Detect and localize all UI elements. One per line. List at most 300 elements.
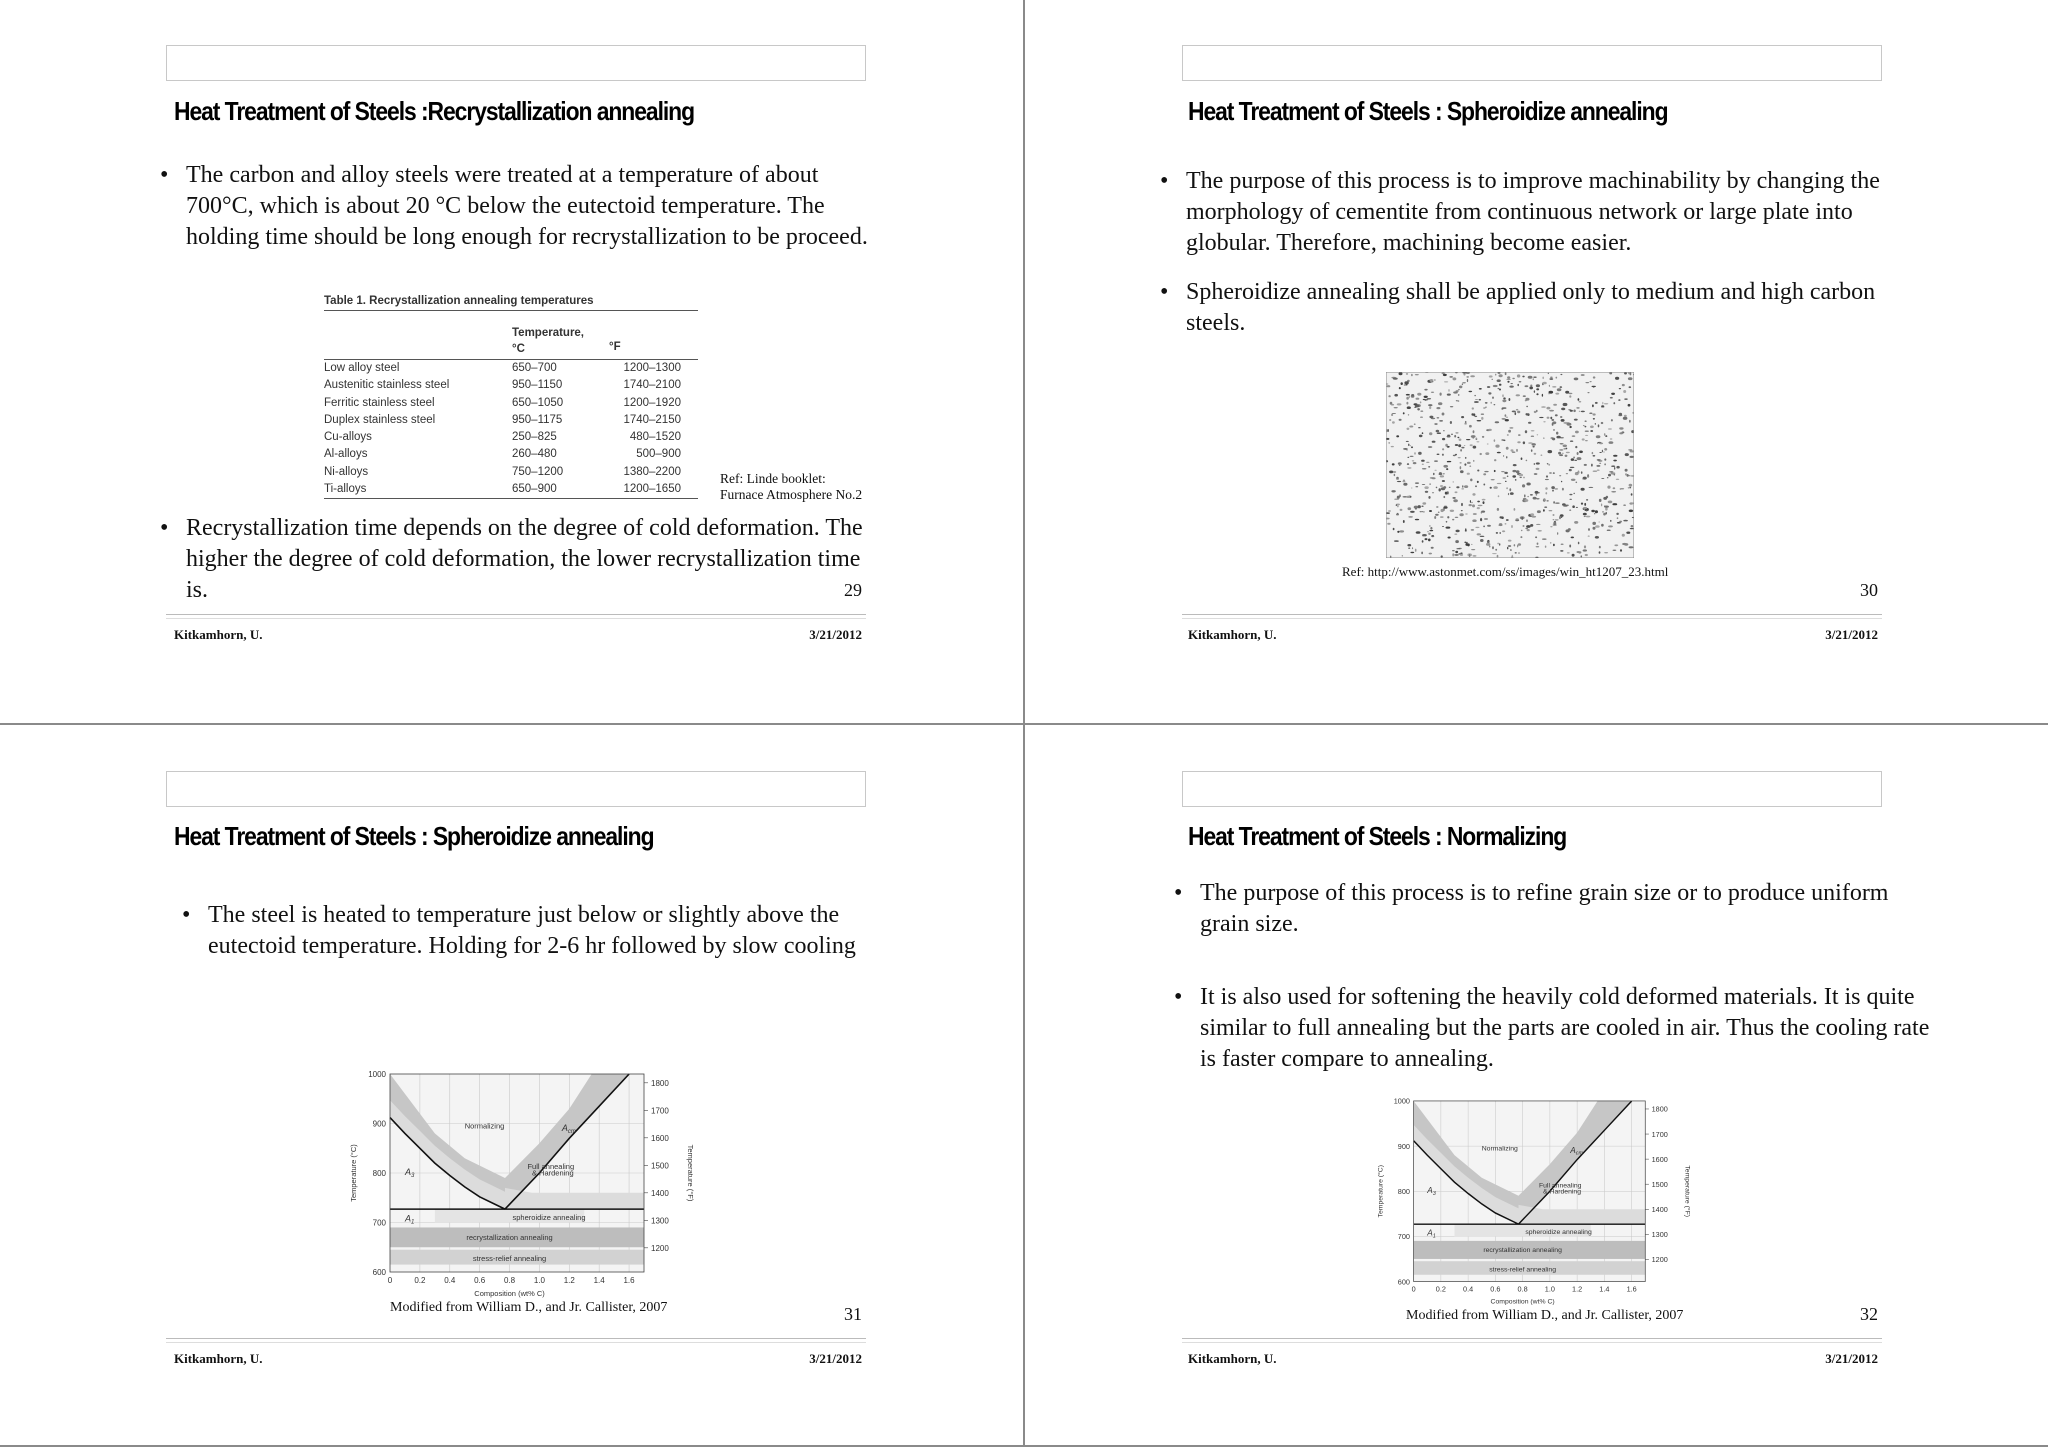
micrograph-particle xyxy=(1616,479,1619,480)
micrograph-particle xyxy=(1597,470,1600,471)
micrograph-particle xyxy=(1511,449,1514,451)
x-tick-label: 0.6 xyxy=(1490,1284,1501,1294)
micrograph-particle xyxy=(1451,434,1453,435)
micrograph-particle xyxy=(1424,389,1427,391)
micrograph-particle xyxy=(1516,470,1520,473)
micrograph-particle xyxy=(1510,383,1513,384)
micrograph-particle xyxy=(1478,505,1483,506)
micrograph-particle xyxy=(1628,377,1633,380)
micrograph-particle xyxy=(1481,414,1484,415)
micrograph-particle xyxy=(1427,398,1431,399)
micrograph-particle xyxy=(1562,488,1564,491)
micrograph-particle xyxy=(1593,527,1596,530)
micrograph-particle xyxy=(1603,451,1604,452)
micrograph-particle xyxy=(1442,438,1445,440)
table-header xyxy=(324,325,698,360)
micrograph-particle xyxy=(1461,488,1464,489)
micrograph-particle xyxy=(1532,516,1537,518)
micrograph-particle xyxy=(1629,510,1633,513)
micrograph-particle xyxy=(1613,460,1617,462)
micrograph-particle xyxy=(1440,516,1444,517)
micrograph-particle xyxy=(1565,455,1568,457)
micrograph-particle xyxy=(1507,434,1509,436)
micrograph-particle xyxy=(1599,463,1601,464)
micrograph-particle xyxy=(1624,415,1627,417)
micrograph-particle xyxy=(1556,432,1558,435)
micrograph-particle xyxy=(1450,406,1453,407)
micrograph-particle xyxy=(1506,487,1508,489)
micrograph-particle xyxy=(1477,481,1479,483)
micrograph-particle xyxy=(1569,426,1571,428)
micrograph-particle xyxy=(1599,443,1603,445)
acm-label-subscript: cm xyxy=(567,1128,576,1135)
micrograph-particle xyxy=(1499,374,1503,377)
footer-date: 3/21/2012 xyxy=(809,1351,862,1366)
micrograph-particle xyxy=(1561,481,1562,483)
micrograph-particle xyxy=(1394,540,1399,541)
micrograph-particle xyxy=(1501,471,1505,472)
micrograph-particle xyxy=(1579,411,1580,412)
micrograph-particle xyxy=(1464,445,1466,446)
micrograph-particle xyxy=(1590,381,1592,382)
micrograph-particle xyxy=(1458,400,1460,402)
micrograph-particle xyxy=(1512,452,1516,453)
micrograph-particle xyxy=(1416,398,1420,400)
y-tick-label-celsius: 1000 xyxy=(368,1070,386,1079)
micrograph-particle xyxy=(1507,381,1509,383)
micrograph-particle xyxy=(1429,406,1431,409)
micrograph-particle xyxy=(1428,539,1431,542)
x-tick-label: 0.6 xyxy=(474,1276,486,1285)
table-row xyxy=(324,377,698,394)
micrograph-particle xyxy=(1487,386,1490,388)
micrograph-particle xyxy=(1553,501,1555,504)
micrograph-particle xyxy=(1567,552,1570,553)
micrograph-particle xyxy=(1418,427,1421,428)
micrograph-particle xyxy=(1427,531,1429,532)
micrograph-particle xyxy=(1439,472,1442,475)
micrograph-particle xyxy=(1533,497,1537,500)
micrograph-particle xyxy=(1410,445,1411,446)
micrograph-particle xyxy=(1569,469,1572,471)
micrograph-particle xyxy=(1542,382,1546,385)
micrograph-particle xyxy=(1493,486,1497,489)
micrograph-particle xyxy=(1601,503,1602,506)
micrograph-particle xyxy=(1423,399,1426,400)
micrograph-particle xyxy=(1573,410,1575,413)
micrograph-particle xyxy=(1613,487,1616,489)
micrograph-particle xyxy=(1575,446,1577,448)
micrograph-particle xyxy=(1573,457,1575,459)
micrograph-particle xyxy=(1465,514,1468,515)
micrograph-particle xyxy=(1537,511,1541,514)
micrograph-particle xyxy=(1393,378,1398,380)
micrograph-particle xyxy=(1582,479,1584,480)
x-tick-label: 1.2 xyxy=(563,1276,575,1285)
micrograph-particle xyxy=(1505,419,1509,421)
y-axis-label-right: Temperature (°F) xyxy=(686,1144,695,1202)
micrograph-particle xyxy=(1477,533,1481,535)
micrograph-particle xyxy=(1576,407,1579,409)
table-header-celsius: °C xyxy=(512,343,525,355)
table-cell: 500–900 xyxy=(636,448,681,461)
micrograph-particle xyxy=(1472,493,1475,496)
y-tick-label-fahrenheit: 1300 xyxy=(651,1216,669,1226)
micrograph-particle xyxy=(1403,483,1407,486)
micrograph-particle xyxy=(1412,547,1413,549)
micrograph-particle xyxy=(1612,503,1617,505)
table-cell: 260–480 xyxy=(512,448,557,461)
micrograph-particle xyxy=(1619,413,1622,416)
micrograph-particle xyxy=(1469,504,1472,506)
y-axis-label-left: Temperature (°C) xyxy=(349,1144,358,1202)
micrograph-particle xyxy=(1614,467,1615,470)
micrograph-particle xyxy=(1532,446,1534,447)
micrograph-particle xyxy=(1524,494,1526,497)
micrograph-particle xyxy=(1536,462,1540,464)
micrograph-particle xyxy=(1396,514,1399,516)
micrograph-particle xyxy=(1608,428,1612,429)
micrograph-particle xyxy=(1514,544,1516,546)
micrograph-particle xyxy=(1461,447,1464,449)
micrograph-particle xyxy=(1406,441,1409,442)
micrograph-particle xyxy=(1471,413,1473,415)
micrograph-particle xyxy=(1557,388,1562,391)
table-header-fahrenheit: °F xyxy=(609,341,621,353)
micrograph-particle xyxy=(1470,444,1473,446)
micrograph-particle xyxy=(1454,554,1459,555)
table-header-group-label: Temperature, xyxy=(512,327,585,339)
micrograph-particle xyxy=(1576,482,1578,484)
micrograph-particle xyxy=(1446,527,1451,529)
micrograph-particle xyxy=(1415,508,1417,509)
table-cell: 750–1200 xyxy=(512,465,564,478)
micrograph-particle xyxy=(1462,485,1463,487)
micrograph-particle xyxy=(1608,474,1611,477)
micrograph-particle xyxy=(1584,464,1587,466)
micrograph-particle xyxy=(1392,413,1396,414)
micrograph-particle xyxy=(1412,460,1415,461)
micrograph-particle xyxy=(1553,544,1555,547)
micrograph-particle xyxy=(1541,455,1543,456)
y-tick-label-fahrenheit: 1400 xyxy=(1651,1205,1668,1215)
micrograph-particle xyxy=(1479,399,1481,401)
micrograph-particle xyxy=(1542,539,1547,540)
micrograph-particle xyxy=(1394,407,1398,408)
x-tick-label: 1.6 xyxy=(623,1276,635,1285)
micrograph-particle xyxy=(1577,452,1579,455)
y-tick-label-fahrenheit: 1200 xyxy=(1651,1255,1668,1265)
micrograph-particle xyxy=(1546,475,1548,477)
micrograph-particle xyxy=(1588,528,1589,531)
micrograph-particle xyxy=(1589,487,1594,488)
micrograph-particle xyxy=(1578,542,1580,545)
x-tick-label: 0.2 xyxy=(1435,1284,1446,1294)
micrograph-particle xyxy=(1585,420,1587,422)
micrograph-particle xyxy=(1531,449,1533,452)
micrograph-particle xyxy=(1549,410,1554,412)
micrograph-particle xyxy=(1619,388,1621,389)
micrograph-particle xyxy=(1484,471,1488,472)
micrograph-particle xyxy=(1421,506,1423,507)
micrograph-particle xyxy=(1461,503,1463,506)
micrograph-particle xyxy=(1508,540,1512,542)
micrograph-particle xyxy=(1608,525,1613,527)
micrograph-particle xyxy=(1587,474,1589,476)
micrograph-particle xyxy=(1622,534,1625,537)
micrograph-particle xyxy=(1485,402,1488,403)
micrograph-particle xyxy=(1567,423,1572,426)
recrystallization-temperature-table xyxy=(324,295,698,499)
y-tick-label-fahrenheit: 1600 xyxy=(651,1133,669,1143)
micrograph-particle xyxy=(1459,386,1462,389)
micrograph-particle xyxy=(1602,450,1603,453)
micrograph-particle xyxy=(1499,532,1501,534)
micrograph-particle xyxy=(1422,468,1427,469)
slide-title: Heat Treatment of Steels : Normalizing xyxy=(1188,821,1567,851)
micrograph-particle xyxy=(1492,553,1497,554)
micrograph-particle xyxy=(1399,465,1401,466)
micrograph-particle xyxy=(1508,545,1511,547)
micrograph-particle xyxy=(1429,483,1430,485)
table-cell: 650–1050 xyxy=(512,396,564,409)
micrograph-particle xyxy=(1440,485,1443,487)
slide-header-box xyxy=(166,771,866,807)
micrograph-particle xyxy=(1516,409,1518,411)
micrograph-particle xyxy=(1495,374,1496,376)
micrograph-particle xyxy=(1515,520,1519,521)
micrograph-particle xyxy=(1436,506,1438,507)
micrograph-particle xyxy=(1456,530,1460,533)
micrograph-particle xyxy=(1506,447,1509,450)
micrograph-particle xyxy=(1607,530,1611,531)
micrograph-particle xyxy=(1455,432,1458,433)
micrograph-particle xyxy=(1560,437,1564,438)
micrograph-particle xyxy=(1432,441,1436,443)
micrograph-particle xyxy=(1389,420,1391,421)
micrograph-particle xyxy=(1411,446,1413,448)
micrograph-particle xyxy=(1616,466,1619,469)
micrograph-particle xyxy=(1441,555,1443,557)
micrograph-particle xyxy=(1423,511,1425,512)
acm-label: $A_{cm}$ xyxy=(561,1122,576,1135)
micrograph-particle xyxy=(1601,524,1604,527)
micrograph-particle xyxy=(1443,496,1445,498)
y-tick-label-celsius: 700 xyxy=(372,1218,386,1228)
micrograph-particle xyxy=(1422,502,1426,504)
table-cell: Low alloy steel xyxy=(324,362,400,374)
micrograph-particle xyxy=(1592,404,1594,407)
micrograph-particle xyxy=(1545,487,1547,490)
micrograph-particle xyxy=(1585,382,1589,383)
slide-32 xyxy=(1014,724,2038,1448)
table-cell: 950–1175 xyxy=(512,413,563,426)
micrograph-particle xyxy=(1548,464,1550,466)
micrograph-particle xyxy=(1557,532,1558,535)
micrograph-particle xyxy=(1555,414,1558,416)
micrograph-particle xyxy=(1620,488,1624,489)
micrograph-particle xyxy=(1524,499,1528,502)
micrograph-particle xyxy=(1475,485,1477,487)
micrograph-particle xyxy=(1386,438,1389,440)
micrograph-particle xyxy=(1572,505,1575,508)
micrograph-particle xyxy=(1498,388,1500,389)
micrograph-particle xyxy=(1485,407,1487,408)
micrograph-particle xyxy=(1518,552,1519,554)
y-tick-label-celsius: 600 xyxy=(1397,1277,1410,1287)
micrograph-particle xyxy=(1549,473,1552,474)
micrograph-particle xyxy=(1569,499,1572,500)
micrograph-particle xyxy=(1483,526,1485,528)
micrograph-particle xyxy=(1607,477,1609,478)
micrograph-particle xyxy=(1510,549,1512,551)
a1-label-subscript: 1 xyxy=(410,1219,415,1226)
phase-diagram-body xyxy=(349,1070,695,1298)
micrograph-particle xyxy=(1434,470,1436,471)
micrograph-particle xyxy=(1579,451,1583,454)
micrograph-particle xyxy=(1561,408,1565,411)
micrograph-particle xyxy=(1556,377,1558,379)
micrograph-particle xyxy=(1434,516,1436,519)
micrograph-particle xyxy=(1536,384,1540,387)
micrograph-particle xyxy=(1461,510,1463,511)
micrograph-particle xyxy=(1391,446,1394,447)
micrograph-particle xyxy=(1443,486,1446,489)
micrograph-particle xyxy=(1491,479,1495,480)
y-tick-label-fahrenheit: 1800 xyxy=(1651,1104,1668,1114)
recrystallization-label: recrystallization annealing xyxy=(466,1232,553,1242)
micrograph-particle xyxy=(1479,388,1482,390)
micrograph-particle xyxy=(1566,473,1568,474)
micrograph-particle xyxy=(1414,424,1416,425)
micrograph-particle xyxy=(1594,513,1595,514)
micrograph-particle xyxy=(1456,400,1458,401)
micrograph-particle xyxy=(1408,444,1409,447)
micrograph-particle xyxy=(1388,442,1390,444)
micrograph-particle xyxy=(1464,485,1468,488)
page-number: 30 xyxy=(1860,580,1878,600)
micrograph-particle xyxy=(1613,455,1617,457)
micrograph-particle xyxy=(1536,524,1540,525)
micrograph-particle xyxy=(1509,398,1511,401)
micrograph-particle xyxy=(1407,544,1411,546)
micrograph-particle xyxy=(1604,403,1608,404)
micrograph-particle xyxy=(1414,452,1415,455)
micrograph-particle xyxy=(1611,393,1615,395)
micrograph-particle xyxy=(1426,462,1429,463)
micrograph-particle xyxy=(1407,428,1410,430)
acm-label: $A_{cm}$ xyxy=(1570,1145,1584,1157)
table-cell: 1200–1920 xyxy=(623,396,681,409)
micrograph-particle xyxy=(1630,487,1632,489)
micrograph-particle xyxy=(1553,472,1555,474)
micrograph-particle xyxy=(1523,477,1525,479)
micrograph-particle xyxy=(1465,543,1468,546)
micrograph-particle xyxy=(1465,421,1467,423)
micrograph-particle xyxy=(1509,386,1513,388)
micrograph-particle xyxy=(1420,411,1423,412)
micrograph-particle xyxy=(1497,483,1502,484)
micrograph-particle xyxy=(1467,462,1471,464)
micrograph-particle xyxy=(1598,424,1600,427)
micrograph-particle xyxy=(1425,491,1428,493)
micrograph-particle xyxy=(1453,499,1458,502)
micrograph-particle xyxy=(1583,513,1587,516)
stress-relief-label: stress-relief annealing xyxy=(472,1254,547,1264)
micrograph-particle xyxy=(1428,446,1432,448)
stress-relief-label: stress-relief annealing xyxy=(1489,1266,1557,1274)
micrograph-particle xyxy=(1553,404,1557,406)
micrograph-particle xyxy=(1525,385,1529,387)
x-tick-label: 0.4 xyxy=(1463,1284,1474,1294)
micrograph-particle xyxy=(1509,488,1511,491)
micrograph-particle xyxy=(1545,546,1547,548)
table-cell: 1200–1650 xyxy=(623,483,681,496)
y-tick-label-fahrenheit: 1200 xyxy=(651,1243,669,1253)
micrograph-particle xyxy=(1399,419,1402,421)
micrograph-particle xyxy=(1534,390,1535,393)
micrograph-particle xyxy=(1526,460,1528,462)
y-tick-label-fahrenheit: 1500 xyxy=(1651,1179,1668,1189)
micrograph-particle xyxy=(1629,420,1630,423)
micrograph-particle xyxy=(1593,471,1598,472)
page-number: 29 xyxy=(844,580,862,600)
micrograph-particle xyxy=(1560,374,1562,375)
hardening-label: & Hardening xyxy=(531,1168,574,1178)
footer-rule xyxy=(1182,614,1882,619)
micrograph-particle xyxy=(1408,507,1412,510)
micrograph-particle xyxy=(1549,378,1553,380)
micrograph-particle xyxy=(1629,546,1634,548)
micrograph-particle xyxy=(1526,525,1531,528)
table-row xyxy=(324,446,698,463)
micrograph-particle xyxy=(1388,510,1391,511)
micrograph-particle xyxy=(1421,460,1425,462)
micrograph-particle xyxy=(1498,495,1500,497)
table-cell: Ti-alloys xyxy=(324,483,367,496)
micrograph-particle xyxy=(1628,449,1632,450)
micrograph-particle xyxy=(1397,481,1401,482)
micrograph-particle xyxy=(1601,478,1604,479)
micrograph-particle xyxy=(1581,488,1585,491)
micrograph-particle xyxy=(1401,382,1403,385)
micrograph-particle xyxy=(1497,508,1499,511)
footer-author: Kitkamhorn, U. xyxy=(174,627,263,642)
micrograph-particle xyxy=(1614,544,1618,546)
micrograph-particle xyxy=(1553,524,1557,525)
micrograph-particle xyxy=(1562,503,1566,506)
micrograph-particle xyxy=(1571,537,1574,539)
micrograph-particle xyxy=(1495,445,1499,448)
micrograph-particle xyxy=(1561,544,1564,545)
micrograph-particle xyxy=(1578,398,1580,401)
hardening-label: & Hardening xyxy=(1543,1188,1582,1196)
micrograph-particle xyxy=(1429,432,1432,435)
page-number: 32 xyxy=(1860,1304,1878,1324)
micrograph-particle xyxy=(1522,484,1525,487)
x-tick-label: 1.0 xyxy=(1544,1284,1555,1294)
micrograph-particle xyxy=(1422,432,1424,434)
micrograph-particle xyxy=(1597,459,1601,461)
micrograph-particle xyxy=(1559,454,1562,455)
micrograph-particle xyxy=(1501,516,1504,519)
micrograph-particle xyxy=(1410,511,1415,513)
micrograph-particle xyxy=(1392,421,1395,423)
y-tick-label-celsius: 800 xyxy=(1397,1186,1410,1196)
y-tick-label-fahrenheit: 1800 xyxy=(651,1078,669,1088)
table-row xyxy=(324,360,698,377)
micrograph-particle xyxy=(1435,514,1439,516)
